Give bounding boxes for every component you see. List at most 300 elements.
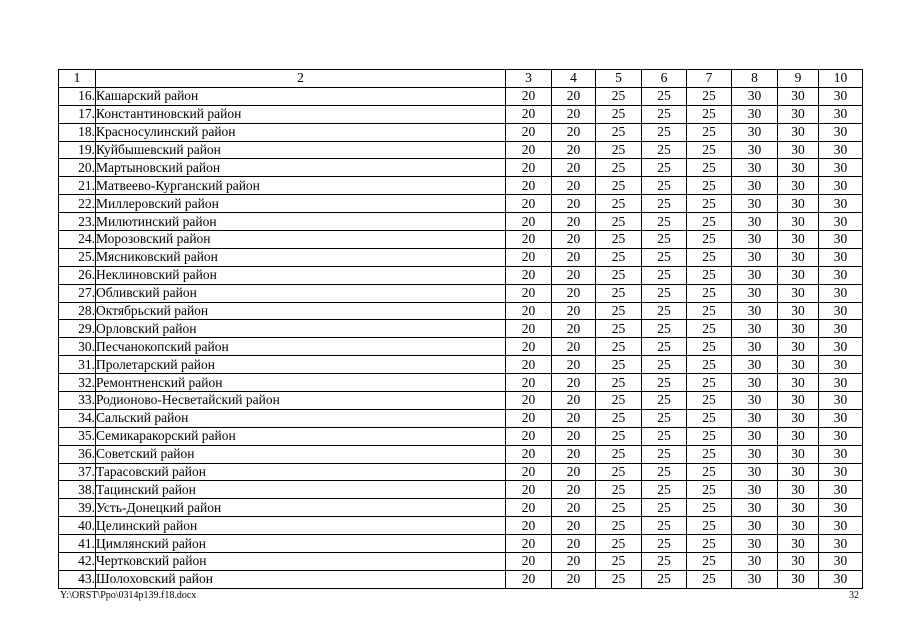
district-name: Мартыновский район — [96, 159, 506, 177]
rate-cell: 30 — [732, 570, 778, 588]
district-name: Константиновский район — [96, 105, 506, 123]
rate-cell: 25 — [596, 570, 642, 588]
rate-cell: 25 — [596, 141, 642, 159]
rate-cell: 25 — [687, 374, 732, 392]
rate-cell: 25 — [642, 248, 687, 266]
rate-cell: 20 — [506, 123, 552, 141]
rate-cell: 30 — [778, 570, 819, 588]
rate-cell: 20 — [506, 320, 552, 338]
rate-cell: 30 — [819, 141, 863, 159]
rate-cell: 30 — [732, 284, 778, 302]
table-row — [59, 266, 863, 284]
rate-cell: 30 — [819, 356, 863, 374]
rate-cell: 20 — [506, 338, 552, 356]
row-number: 37. — [59, 463, 96, 481]
rate-cell: 25 — [687, 302, 732, 320]
row-number: 19. — [59, 141, 96, 159]
rate-cell: 30 — [778, 177, 819, 195]
rate-cell: 20 — [552, 535, 596, 553]
rate-cell: 25 — [687, 213, 732, 231]
rate-cell: 20 — [506, 374, 552, 392]
rate-cell: 20 — [506, 213, 552, 231]
rate-cell: 20 — [552, 499, 596, 517]
rate-cell: 25 — [687, 570, 732, 588]
row-number: 34. — [59, 409, 96, 427]
district-name: Морозовский район — [96, 231, 506, 249]
rate-cell: 25 — [642, 463, 687, 481]
rate-cell: 25 — [687, 141, 732, 159]
rate-cell: 20 — [552, 553, 596, 571]
district-name: Милютинский район — [96, 213, 506, 231]
rate-cell: 30 — [819, 123, 863, 141]
rate-cell: 25 — [687, 87, 732, 105]
rate-cell: 25 — [596, 123, 642, 141]
rate-cell: 25 — [596, 535, 642, 553]
rate-cell: 30 — [778, 409, 819, 427]
rate-cell: 20 — [506, 499, 552, 517]
rate-cell: 25 — [596, 266, 642, 284]
rate-cell: 30 — [732, 374, 778, 392]
rate-cell: 25 — [642, 123, 687, 141]
table-row — [59, 356, 863, 374]
rate-cell: 30 — [732, 105, 778, 123]
rate-cell: 30 — [732, 248, 778, 266]
rate-cell: 25 — [642, 517, 687, 535]
rate-cell: 30 — [819, 427, 863, 445]
rate-cell: 25 — [596, 105, 642, 123]
table-row — [59, 481, 863, 499]
table-row — [59, 231, 863, 249]
rate-cell: 30 — [778, 463, 819, 481]
rate-cell: 20 — [552, 177, 596, 195]
rate-cell: 25 — [687, 123, 732, 141]
rate-cell: 20 — [506, 570, 552, 588]
table-row — [59, 195, 863, 213]
row-number: 32. — [59, 374, 96, 392]
rate-cell: 20 — [552, 445, 596, 463]
row-number: 35. — [59, 427, 96, 445]
rate-cell: 30 — [819, 195, 863, 213]
rate-cell: 25 — [687, 105, 732, 123]
column-header: 5 — [596, 70, 642, 88]
rate-cell: 30 — [732, 535, 778, 553]
rate-cell: 25 — [596, 517, 642, 535]
rate-cell: 30 — [732, 499, 778, 517]
column-number-row — [59, 70, 863, 88]
rate-cell: 30 — [819, 338, 863, 356]
rate-cell: 30 — [732, 356, 778, 374]
rate-cell: 25 — [642, 570, 687, 588]
rate-cell: 20 — [506, 159, 552, 177]
rate-cell: 30 — [732, 213, 778, 231]
rate-cell: 30 — [732, 141, 778, 159]
rate-cell: 20 — [506, 392, 552, 410]
rate-cell: 20 — [506, 427, 552, 445]
rate-cell: 20 — [552, 302, 596, 320]
rate-cell: 25 — [642, 356, 687, 374]
rate-cell: 20 — [552, 266, 596, 284]
column-header: 6 — [642, 70, 687, 88]
rate-cell: 25 — [596, 284, 642, 302]
table-row — [59, 463, 863, 481]
rate-cell: 30 — [778, 517, 819, 535]
rate-cell: 30 — [732, 445, 778, 463]
district-name: Орловский район — [96, 320, 506, 338]
rate-cell: 30 — [819, 177, 863, 195]
rate-cell: 25 — [687, 553, 732, 571]
rate-cell: 20 — [552, 409, 596, 427]
rate-cell: 30 — [778, 123, 819, 141]
rate-cell: 30 — [819, 87, 863, 105]
rate-cell: 30 — [819, 463, 863, 481]
district-name: Родионово-Несветайский район — [96, 392, 506, 410]
rate-cell: 20 — [506, 553, 552, 571]
district-name: Обливский район — [96, 284, 506, 302]
row-number: 25. — [59, 248, 96, 266]
rate-cell: 20 — [552, 105, 596, 123]
rate-cell: 25 — [642, 445, 687, 463]
row-number: 36. — [59, 445, 96, 463]
table-row — [59, 517, 863, 535]
rate-cell: 20 — [552, 320, 596, 338]
row-number: 27. — [59, 284, 96, 302]
rate-cell: 25 — [687, 338, 732, 356]
rate-cell: 20 — [552, 231, 596, 249]
rate-cell: 20 — [506, 141, 552, 159]
rate-cell: 25 — [596, 409, 642, 427]
rate-cell: 20 — [552, 392, 596, 410]
rate-cell: 30 — [732, 266, 778, 284]
rate-cell: 25 — [596, 231, 642, 249]
rate-cell: 20 — [506, 284, 552, 302]
rate-cell: 30 — [819, 570, 863, 588]
table-row — [59, 320, 863, 338]
rate-cell: 30 — [778, 105, 819, 123]
table-row — [59, 123, 863, 141]
rate-cell: 20 — [506, 463, 552, 481]
row-number: 38. — [59, 481, 96, 499]
rate-cell: 25 — [642, 535, 687, 553]
row-number: 41. — [59, 535, 96, 553]
rate-cell: 30 — [778, 141, 819, 159]
district-name: Миллеровский район — [96, 195, 506, 213]
rate-cell: 25 — [642, 374, 687, 392]
rate-cell: 30 — [819, 105, 863, 123]
rate-cell: 25 — [642, 338, 687, 356]
rate-cell: 30 — [778, 87, 819, 105]
rate-cell: 25 — [642, 159, 687, 177]
table-row — [59, 409, 863, 427]
rate-cell: 25 — [687, 481, 732, 499]
district-name: Советский район — [96, 445, 506, 463]
rate-cell: 30 — [778, 231, 819, 249]
column-header: 3 — [506, 70, 552, 88]
district-name: Ремонтненский район — [96, 374, 506, 392]
rate-cell: 20 — [552, 284, 596, 302]
table-row — [59, 570, 863, 588]
rate-cell: 30 — [819, 374, 863, 392]
row-number: 42. — [59, 553, 96, 571]
rate-cell: 30 — [819, 266, 863, 284]
table-row — [59, 284, 863, 302]
rate-cell: 30 — [732, 159, 778, 177]
rate-cell: 25 — [687, 445, 732, 463]
rate-cell: 30 — [732, 231, 778, 249]
rate-cell: 25 — [642, 481, 687, 499]
rate-cell: 25 — [596, 213, 642, 231]
rate-cell: 25 — [596, 392, 642, 410]
page-number: 32 — [849, 590, 859, 601]
rate-cell: 25 — [687, 535, 732, 553]
rate-cell: 25 — [596, 87, 642, 105]
row-number: 23. — [59, 213, 96, 231]
rate-cell: 25 — [596, 481, 642, 499]
rate-cell: 30 — [819, 213, 863, 231]
rate-cell: 20 — [506, 445, 552, 463]
rate-cell: 25 — [687, 392, 732, 410]
rate-cell: 25 — [642, 213, 687, 231]
rate-cell: 30 — [778, 481, 819, 499]
rate-cell: 20 — [552, 213, 596, 231]
row-number: 21. — [59, 177, 96, 195]
rate-cell: 30 — [778, 553, 819, 571]
rate-cell: 30 — [778, 266, 819, 284]
rate-cell: 30 — [732, 517, 778, 535]
rate-cell: 30 — [778, 159, 819, 177]
table-row — [59, 535, 863, 553]
rate-cell: 25 — [596, 445, 642, 463]
rate-cell: 25 — [642, 266, 687, 284]
rate-cell: 25 — [687, 517, 732, 535]
rate-cell: 30 — [819, 535, 863, 553]
rate-cell: 30 — [819, 284, 863, 302]
district-name: Красносулинский район — [96, 123, 506, 141]
rate-cell: 30 — [778, 445, 819, 463]
rate-cell: 20 — [552, 159, 596, 177]
rate-cell: 25 — [687, 499, 732, 517]
rate-cell: 30 — [819, 320, 863, 338]
rate-cell: 20 — [552, 427, 596, 445]
rate-cell: 30 — [819, 392, 863, 410]
rate-cell: 20 — [552, 195, 596, 213]
rate-cell: 20 — [552, 338, 596, 356]
rate-cell: 25 — [687, 463, 732, 481]
rate-cell: 25 — [687, 231, 732, 249]
rate-cell: 30 — [778, 499, 819, 517]
rate-cell: 30 — [778, 338, 819, 356]
rate-cell: 30 — [732, 553, 778, 571]
rate-cell: 25 — [687, 320, 732, 338]
rate-cell: 30 — [778, 427, 819, 445]
rate-cell: 20 — [506, 266, 552, 284]
district-name: Целинский район — [96, 517, 506, 535]
rate-cell: 25 — [596, 356, 642, 374]
rate-cell: 20 — [552, 374, 596, 392]
rate-cell: 20 — [506, 535, 552, 553]
rate-cell: 25 — [687, 427, 732, 445]
row-number: 31. — [59, 356, 96, 374]
table-row — [59, 499, 863, 517]
rate-cell: 25 — [596, 499, 642, 517]
rate-cell: 20 — [552, 87, 596, 105]
row-number: 18. — [59, 123, 96, 141]
rate-cell: 25 — [642, 409, 687, 427]
rate-cell: 20 — [506, 409, 552, 427]
rate-cell: 30 — [819, 159, 863, 177]
column-header: 2 — [96, 70, 506, 88]
rate-cell: 25 — [596, 159, 642, 177]
district-name: Пролетарский район — [96, 356, 506, 374]
rate-cell: 30 — [778, 213, 819, 231]
row-number: 33. — [59, 392, 96, 410]
rate-cell: 25 — [642, 105, 687, 123]
row-number: 28. — [59, 302, 96, 320]
rate-cell: 30 — [732, 481, 778, 499]
rate-cell: 25 — [596, 320, 642, 338]
rate-cell: 30 — [732, 409, 778, 427]
row-number: 16. — [59, 87, 96, 105]
rate-cell: 25 — [642, 87, 687, 105]
rate-cell: 20 — [552, 570, 596, 588]
rate-cell: 25 — [596, 427, 642, 445]
rate-cell: 30 — [732, 87, 778, 105]
rate-cell: 25 — [642, 195, 687, 213]
rate-cell: 30 — [819, 481, 863, 499]
row-number: 26. — [59, 266, 96, 284]
rate-cell: 30 — [732, 427, 778, 445]
rate-cell: 25 — [642, 231, 687, 249]
rate-cell: 25 — [596, 302, 642, 320]
rate-cell: 30 — [819, 499, 863, 517]
column-header: 7 — [687, 70, 732, 88]
column-header: 4 — [552, 70, 596, 88]
rate-cell: 20 — [506, 177, 552, 195]
rate-cell: 30 — [819, 553, 863, 571]
rate-cell: 20 — [506, 302, 552, 320]
rate-cell: 25 — [642, 499, 687, 517]
district-name: Семикаракорский район — [96, 427, 506, 445]
rate-cell: 30 — [819, 302, 863, 320]
rate-cell: 25 — [642, 177, 687, 195]
district-name: Куйбышевский район — [96, 141, 506, 159]
district-name: Неклиновский район — [96, 266, 506, 284]
rate-cell: 20 — [506, 105, 552, 123]
rate-cell: 30 — [819, 517, 863, 535]
rate-cell: 20 — [552, 141, 596, 159]
row-number: 40. — [59, 517, 96, 535]
rate-cell: 20 — [506, 231, 552, 249]
table-row — [59, 338, 863, 356]
rate-cell: 30 — [732, 463, 778, 481]
rate-cell: 20 — [506, 481, 552, 499]
table-row — [59, 392, 863, 410]
rate-cell: 30 — [819, 409, 863, 427]
row-number: 20. — [59, 159, 96, 177]
table-row — [59, 374, 863, 392]
rate-cell: 25 — [687, 356, 732, 374]
rate-cell: 30 — [732, 338, 778, 356]
rate-cell: 20 — [506, 87, 552, 105]
rate-cell: 30 — [732, 320, 778, 338]
row-number: 29. — [59, 320, 96, 338]
rate-cell: 20 — [552, 123, 596, 141]
rate-cell: 20 — [552, 481, 596, 499]
rate-cell: 25 — [596, 177, 642, 195]
rate-cell: 25 — [596, 553, 642, 571]
table-row — [59, 427, 863, 445]
column-header: 9 — [778, 70, 819, 88]
rate-cell: 25 — [642, 392, 687, 410]
district-name: Сальский район — [96, 409, 506, 427]
district-name: Тацинский район — [96, 481, 506, 499]
row-number: 17. — [59, 105, 96, 123]
rate-cell: 25 — [642, 553, 687, 571]
rate-cell: 30 — [732, 195, 778, 213]
row-number: 24. — [59, 231, 96, 249]
district-rates-table — [58, 69, 863, 589]
rate-cell: 25 — [596, 463, 642, 481]
rate-cell: 30 — [778, 195, 819, 213]
row-number: 39. — [59, 499, 96, 517]
rate-cell: 30 — [732, 392, 778, 410]
district-name: Тарасовский район — [96, 463, 506, 481]
district-name: Октябрьский район — [96, 302, 506, 320]
district-name: Цимлянский район — [96, 535, 506, 553]
rate-cell: 25 — [642, 284, 687, 302]
rate-cell: 25 — [687, 266, 732, 284]
rate-cell: 25 — [687, 284, 732, 302]
rate-cell: 30 — [778, 302, 819, 320]
rate-cell: 20 — [552, 356, 596, 374]
rate-cell: 25 — [687, 177, 732, 195]
table-row — [59, 213, 863, 231]
rate-cell: 25 — [687, 159, 732, 177]
rate-cell: 30 — [778, 374, 819, 392]
rate-cell: 20 — [506, 517, 552, 535]
table-row — [59, 87, 863, 105]
rate-cell: 25 — [642, 320, 687, 338]
rate-cell: 20 — [552, 248, 596, 266]
district-name: Шолоховский район — [96, 570, 506, 588]
rate-cell: 30 — [732, 123, 778, 141]
district-name: Усть-Донецкий район — [96, 499, 506, 517]
table-row — [59, 302, 863, 320]
rate-cell: 30 — [819, 231, 863, 249]
rate-cell: 30 — [778, 392, 819, 410]
table-row — [59, 159, 863, 177]
table-row — [59, 445, 863, 463]
rate-cell: 20 — [506, 195, 552, 213]
rate-cell: 25 — [687, 409, 732, 427]
rate-cell: 25 — [596, 248, 642, 266]
rate-cell: 30 — [778, 284, 819, 302]
district-name: Кашарский район — [96, 87, 506, 105]
rate-cell: 30 — [778, 535, 819, 553]
rate-cell: 30 — [732, 302, 778, 320]
rate-cell: 30 — [778, 248, 819, 266]
rate-cell: 30 — [778, 320, 819, 338]
rate-cell: 25 — [642, 141, 687, 159]
column-header: 8 — [732, 70, 778, 88]
rate-cell: 20 — [506, 356, 552, 374]
table-row — [59, 553, 863, 571]
rate-cell: 25 — [596, 338, 642, 356]
rate-cell: 30 — [732, 177, 778, 195]
rate-cell: 25 — [642, 427, 687, 445]
rate-cell: 25 — [687, 195, 732, 213]
column-header: 10 — [819, 70, 863, 88]
rate-cell: 25 — [596, 374, 642, 392]
